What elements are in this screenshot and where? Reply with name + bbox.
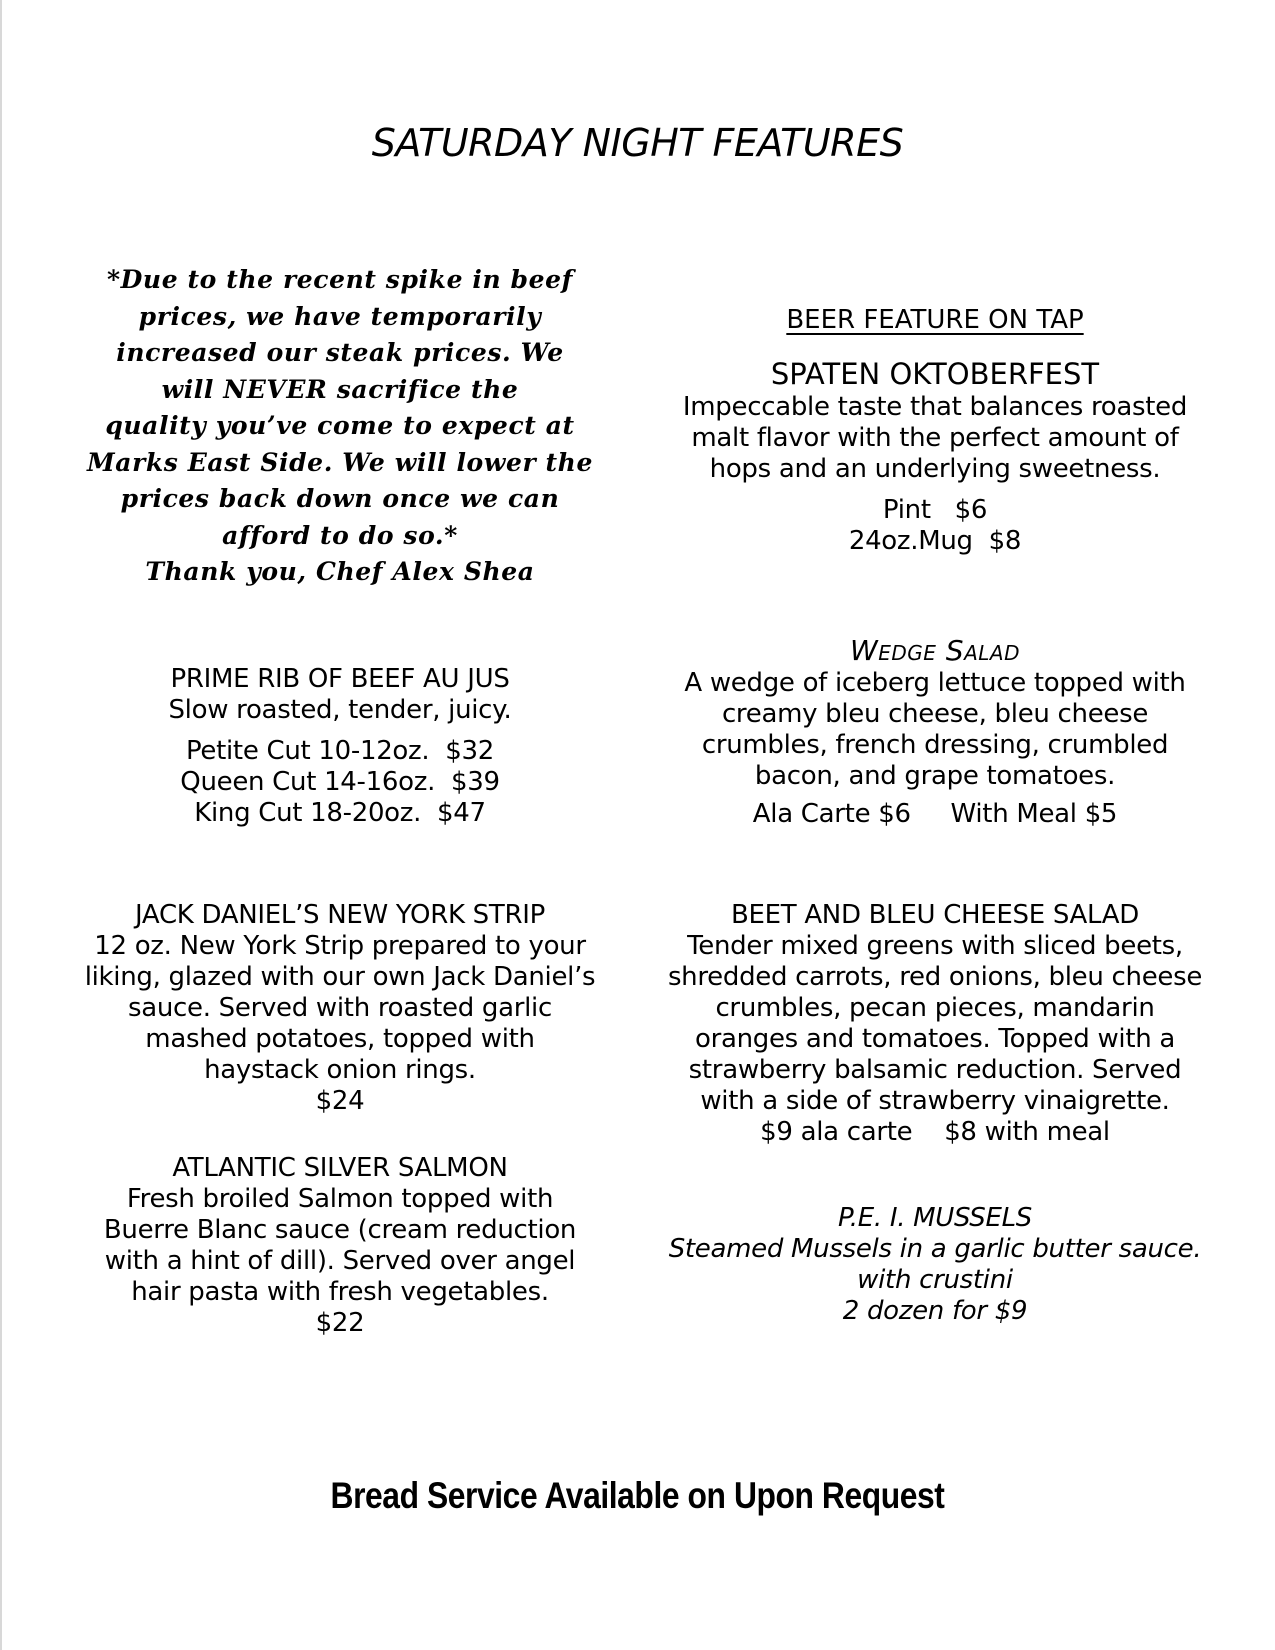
wedge-salad-item [650,634,1220,830]
beer-description-line: Impeccable taste that balances roasted [682,392,1188,422]
beer-description-line: malt flavor with the perfect amount of [691,423,1179,453]
item-name: P.E. I. MUSSELS [838,1203,1032,1233]
item-description-line: creamy bleu cheese, bleu cheese [721,699,1149,729]
item-price: Queen Cut 14-16oz. $39 [180,767,500,797]
prime-rib-item [60,664,620,829]
item-name: BEET AND BLEU CHEESE SALAD [730,900,1140,930]
item-price: Ala Carte $6 With Meal $5 [752,799,1118,829]
page-title: SATURDAY NIGHT FEATURES [371,121,904,165]
item-description-line: liking, glazed with our own Jack Daniel’s [84,962,596,992]
item-name: Wedge Salad [850,634,1020,667]
item-description-line: Buerre Blanc sauce (cream reduction [103,1215,577,1245]
item-description-line: 12 oz. New York Strip prepared to your [94,931,586,961]
notice-line: prices back down once we can [120,484,560,513]
item-description-line: bacon, and grape tomatoes. [754,761,1116,791]
item-description-line: A wedge of iceberg lettuce topped with [684,668,1186,698]
notice-line: *Due to the recent spike in beef [106,265,574,294]
item-price: $22 [315,1308,365,1338]
item-name: ATLANTIC SILVER SALMON [172,1153,508,1183]
notice-line: increased our steak prices. We [116,338,564,367]
item-name: JACK DANIEL’S NEW YORK STRIP [135,900,545,930]
item-description-line: Steamed Mussels in a garlic butter sauce. [668,1234,1202,1264]
item-description-line: mashed potatoes, topped with [145,1024,535,1054]
item-description-line: sauce. Served with roasted garlic [128,993,552,1023]
item-description: Slow roasted, tender, juicy. [168,695,512,725]
notice-line: prices, we have temporarily [138,301,542,331]
item-description-line: Tender mixed greens with sliced beets, [687,931,1183,961]
item-description-line: hair pasta with fresh vegetables. [131,1277,549,1307]
beer-description-line: hops and an underlying sweetness. [709,454,1161,484]
item-price: Petite Cut 10-12oz. $32 [185,736,495,766]
item-description-line: with a side of strawberry vinaigrette. [700,1086,1170,1116]
item-price: $24 [315,1086,365,1116]
notice-line: afford to do so.* [222,520,458,550]
item-description-line: haystack onion rings. [204,1055,476,1085]
beer-name: SPATEN OKTOBERFEST [770,357,1100,391]
item-description-line: strawberry balsamic reduction. Served [688,1055,1182,1085]
item-name: PRIME RIB OF BEEF AU JUS [170,664,510,694]
ny-strip-item [60,900,620,1117]
item-description-line: with a hint of dill). Served over angel [104,1246,576,1276]
beer-price-pint: Pint $6 [882,495,988,525]
notice-line: quality you’ve come to expect at [105,411,575,440]
beer-price-mug: 24oz.Mug $8 [848,526,1022,556]
notice-signature: Thank you, Chef Alex Shea [145,557,535,586]
beer-feature [650,305,1220,557]
notice-line: Marks East Side. We will lower the [87,447,593,477]
salmon-item [60,1153,620,1339]
notice-line: will NEVER sacrifice the [161,374,519,404]
item-price: 2 dozen for $9 [842,1296,1028,1326]
beet-salad-item [650,900,1220,1148]
mussels-item [650,1203,1220,1327]
item-description-line: crumbles, pecan pieces, mandarin [715,993,1155,1023]
item-description-line: with crustini [857,1265,1013,1295]
item-description-line: Fresh broiled Salmon topped with [126,1184,554,1214]
item-price: King Cut 18-20oz. $47 [194,798,486,828]
item-description-line: oranges and tomatoes. Topped with a [694,1024,1176,1054]
item-description-line: shredded carrots, red onions, bleu cheese [667,962,1203,992]
beer-heading: BEER FEATURE ON TAP [786,305,1084,335]
bread-service-note: Bread Service Available on Upon Request [330,1475,945,1516]
page-edge [0,0,2,1650]
item-description-line: crumbles, french dressing, crumbled [701,730,1169,760]
price-notice [60,262,620,591]
item-price: $9 ala carte $8 with meal [760,1117,1110,1147]
